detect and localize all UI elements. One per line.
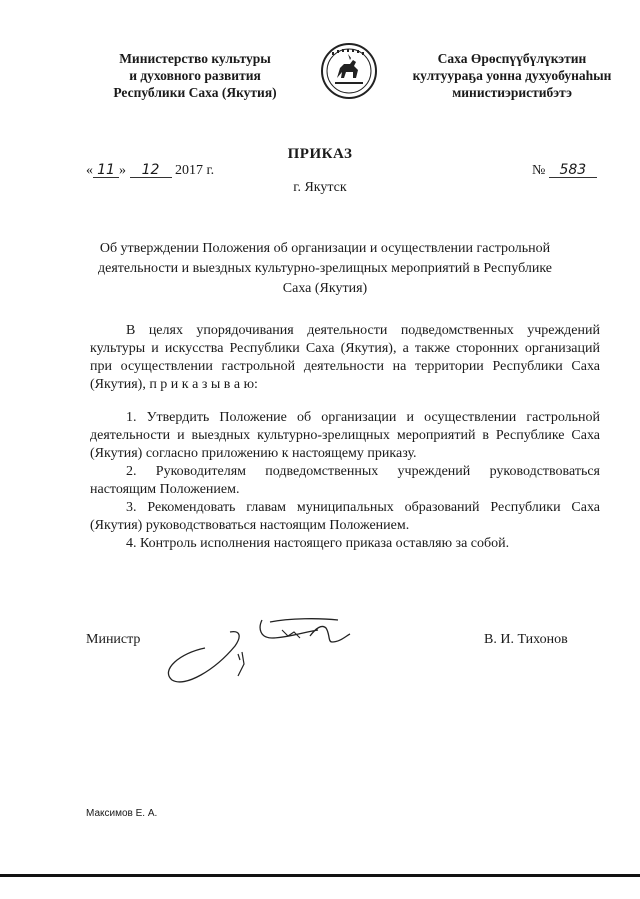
date-quote-close: » <box>119 163 126 178</box>
order-subject: Об утверждении Положения об организации и осуществлении гастрольной деятельности и выездных культурно-зрелищных мероприятий в Республике Саха (Якутия) <box>98 241 552 296</box>
ministry-name-line: Министерство культуры <box>119 51 271 66</box>
order-item: 4. Контроль исполнения настоящего приказа оставляю за собой. <box>126 536 510 551</box>
date-quote-open: « <box>86 163 93 178</box>
number-value: 583 <box>549 163 597 178</box>
ministry-name-yakut <box>392 50 632 101</box>
handwritten-signature <box>160 608 360 688</box>
ministry-name-line: Республики Саха (Якутия) <box>113 85 277 100</box>
order-item: 1. Утвердить Положение об организации и осуществлении гастрольной деятельности и выездных культурно-зрелищных мероприятий в Республике Саха (Якутия) согласно приложению к настоящему приказу. <box>90 410 600 461</box>
signatory-name: В. И. Тихонов <box>484 632 568 647</box>
date-month: 12 <box>130 163 172 178</box>
coat-of-arms-emblem <box>320 42 378 100</box>
bottom-border-line <box>0 874 640 877</box>
preamble-text: В целях упорядочивания деятельности подведомственных учреждений культуры и искусства Республики Саха (Якутия), а также сторонних организаций при осуществлении гастрольной деятельности на территории Республики Саха (Якутия), п р и к а з ы в а ю: <box>90 323 600 392</box>
order-items <box>90 409 600 553</box>
ministry-name-line: Саха Өрөспүүбүлүкэтин <box>437 51 587 66</box>
preamble-block <box>90 322 600 394</box>
ministry-name-russian <box>80 50 310 101</box>
ministry-name-line: култуураҕа уонна духуобунаһын <box>412 68 612 83</box>
ministry-name-line: министиэристибэтэ <box>452 85 572 100</box>
order-number <box>532 163 597 179</box>
order-item: 2. Руководителям подведомственных учреждений руководствоваться настоящим Положением. <box>90 464 600 497</box>
signatory-title: Министр <box>86 632 141 647</box>
order-date <box>86 163 214 179</box>
order-item: 3. Рекомендовать главам муниципальных образований Республики Саха (Якутия) руководствоваться настоящим Положением. <box>90 500 600 533</box>
date-day: 11 <box>93 163 119 178</box>
date-year: 2017 г. <box>175 163 215 178</box>
number-label: № <box>532 163 546 178</box>
city: г. Якутск <box>293 180 347 195</box>
executor-name: Максимов Е. А. <box>86 808 158 819</box>
ministry-name-line: и духовного развития <box>129 68 261 83</box>
document-title: ПРИКАЗ <box>287 146 353 162</box>
